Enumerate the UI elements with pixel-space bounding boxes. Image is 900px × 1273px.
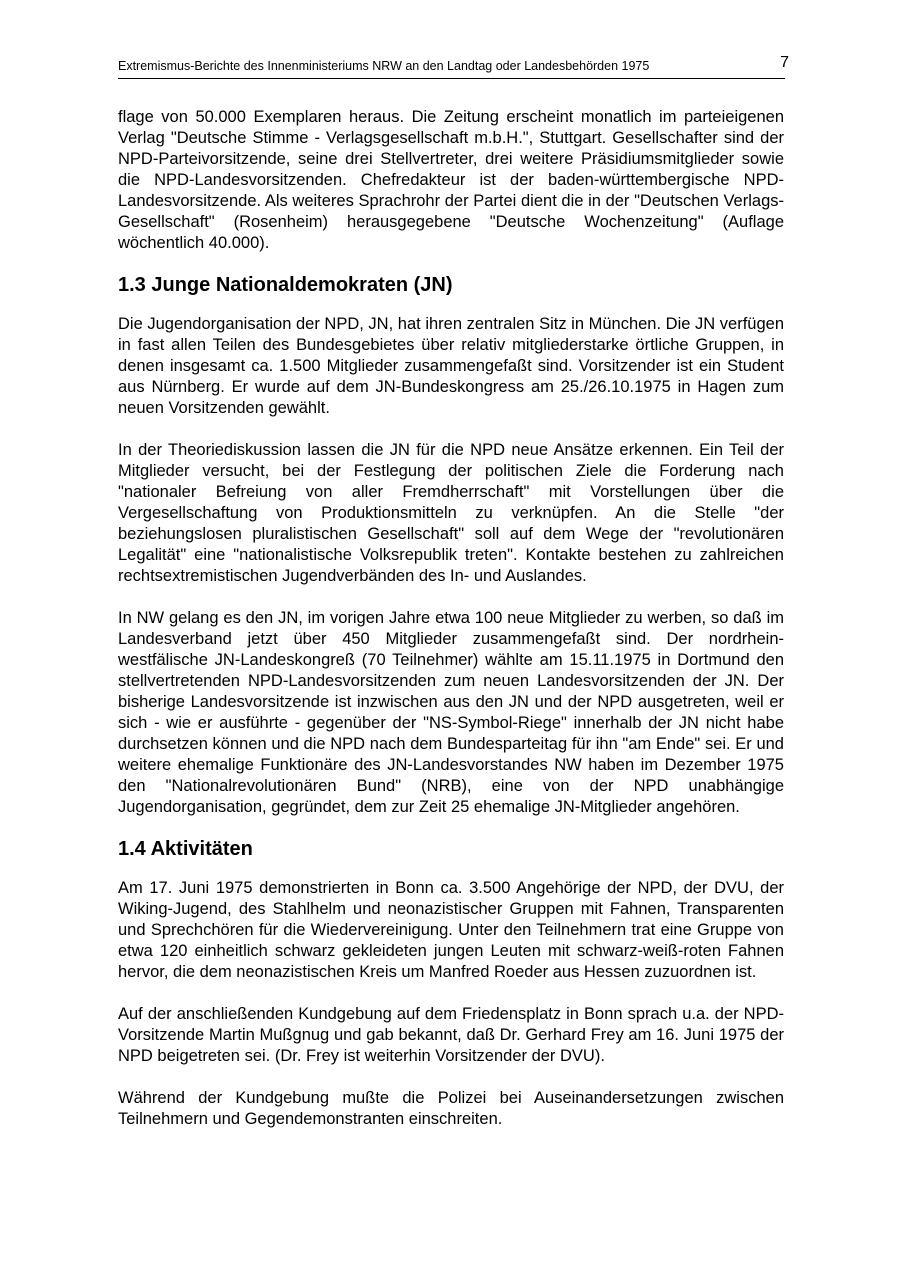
- paragraph: In NW gelang es den JN, im vorigen Jahre etwa 100 neue Mitglieder zu werben, so daß im Landesverband jetzt über 450 Mitglieder zusammengefaßt sind. Der nordrhein-westfälische JN-Landeskongreß (70 Teilnehmer) wählte am 15.11.1975 in Dortmund den stellvertretenden NPD-Landesvorsitzenden zum neuen Landesvorsitzenden der JN. Der bisherige Landesvorsitzende ist inzwischen aus den JN und der NPD ausgetreten, weil er sich - wie er ausführte - gegenüber der "NS-Symbol-Riege" innerhalb der JN nicht habe durchsetzen können und die NPD nach dem Bundesparteitag für ihn "am Ende" sei. Er und weitere ehemalige Funktionäre des JN-Landesvorstandes NW haben im Dezember 1975 den "Nationalrevolutionären Bund" (NRB), eine von der NPD unabhängige Jugendorganisation, gegründet, dem zur Zeit 25 ehemalige JN-Mitglieder angehören.: [118, 609, 784, 816]
- paragraph: Während der Kundgebung mußte die Polizei bei Auseinandersetzungen zwischen Teilnehmern und Gegendemonstranten einschreiten.: [118, 1089, 784, 1128]
- page-number: 7: [780, 54, 789, 71]
- paragraph: In der Theoriediskussion lassen die JN für die NPD neue Ansätze erkennen. Ein Teil der Mitglieder versucht, bei der Festlegung der politischen Ziele die Forderung nach "nationaler Befreiung von aller Fremdherrschaft" mit Vorstellungen über die Vergesellschaftung von Produktionsmitteln zu verknüpfen. An die Stelle "der beziehungslosen pluralistischen Gesellschaft" soll auf dem Wege der "revolutionären Legalität" eine "nationalistische Volksrepublik treten". Kontakte bestehen zu zahlreichen rechtsextremistischen Jugendverbänden des In- und Auslandes.: [118, 441, 784, 585]
- intro-paragraph: flage von 50.000 Exemplaren heraus. Die Zeitung erscheint monatlich im parteieigenen Verlag "Deutsche Stimme - Verlagsgesellschaft m.b.H.", Stuttgart. Gesellschafter sind der NPD-Parteivorsitzende, seine drei Stellvertreter, drei weitere Präsidiumsmitglieder sowie die NPD-Landesvorsitzenden. Chefredakteur ist der baden-württembergische NPD-Landesvorsitzende. Als weiteres Sprachrohr der Partei dient die in der "Deutschen Verlags-Gesellschaft" (Rosenheim) herausgegebene "Deutsche Wochenzeitung" (Auflage wöchentlich 40.000).: [118, 108, 784, 252]
- paragraph: Am 17. Juni 1975 demonstrierten in Bonn ca. 3.500 Angehörige der NPD, der DVU, der Wiking-Jugend, des Stahlhelm und neonazistischer Gruppen mit Fahnen, Transparenten und Sprechchören für die Wiedervereinigung. Unter den Teilnehmern trat eine Gruppe von etwa 120 einheitlich schwarz gekleideten jungen Leuten mit schwarz-weiß-roten Fahnen hervor, die dem neonazistischen Kreis um Manfred Roeder aus Hessen zuzuordnen ist.: [118, 879, 784, 981]
- paragraph: Die Jugendorganisation der NPD, JN, hat ihren zentralen Sitz in München. Die JN verfügen in fast allen Teilen des Bundesgebietes über relativ mitgliederstarke örtliche Gruppen, in denen insgesamt ca. 1.500 Mitglieder zusammengefaßt sind. Vorsitzender ist ein Student aus Nürnberg. Er wurde auf dem JN-Bundeskongress am 25./26.10.1975 in Hagen zum neuen Vorsitzenden gewählt.: [118, 315, 784, 417]
- section-heading-jn: 1.3 Junge Nationaldemokraten (JN): [118, 274, 453, 296]
- paragraph: Auf der anschließenden Kundgebung auf dem Friedensplatz in Bonn sprach u.a. der NPD-Vorsitzende Martin Mußgnug und gab bekannt, daß Dr. Gerhard Frey am 16. Juni 1975 der NPD beigetreten sei. (Dr. Frey ist weiterhin Vorsitzender der DVU).: [118, 1005, 784, 1065]
- header-title: Extremismus-Berichte des Innenministeriums NRW an den Landtag oder Landesbehörden 1975: [118, 59, 650, 73]
- page-header: [118, 54, 789, 79]
- page-body: [118, 107, 784, 1130]
- section-heading-aktivitaeten: 1.4 Aktivitäten: [118, 838, 253, 860]
